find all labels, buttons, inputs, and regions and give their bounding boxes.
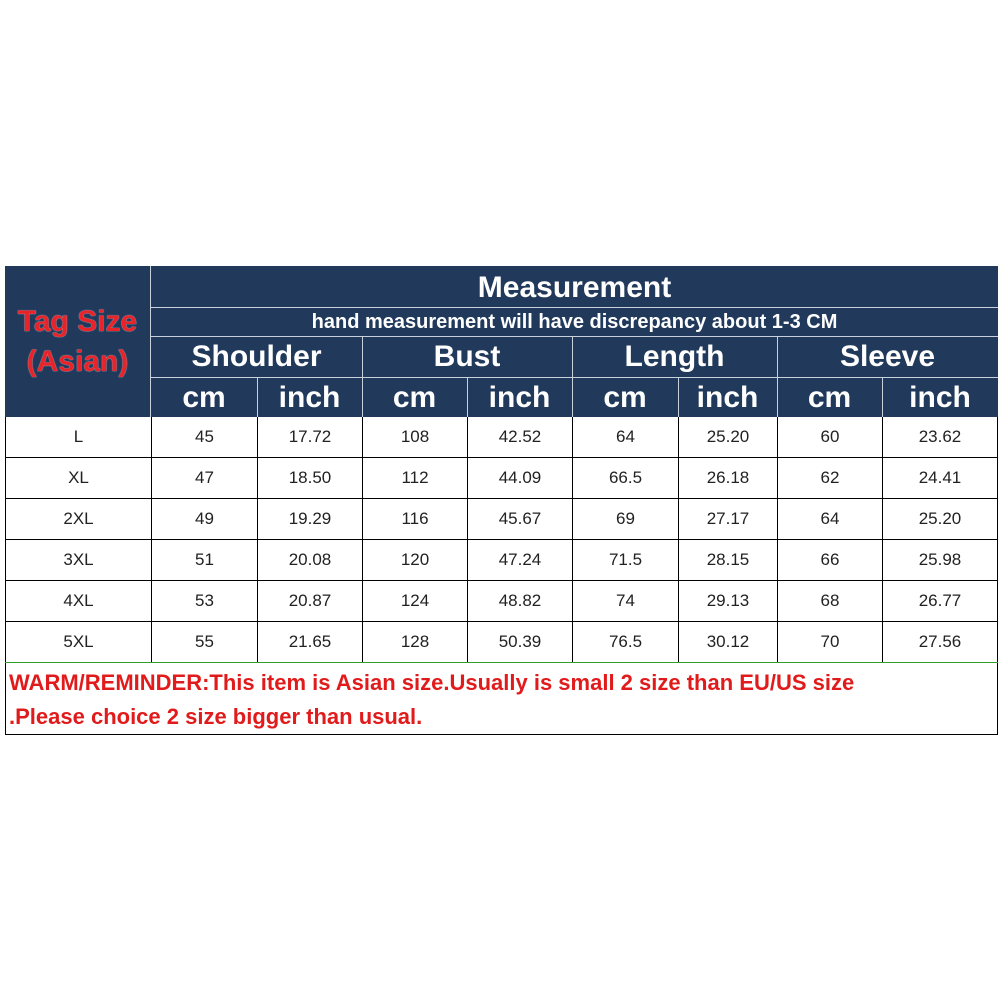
table-row-4xl bbox=[5, 581, 998, 622]
bust-inch-cell: 44.09 bbox=[467, 458, 572, 498]
bust-cm-cell: 108 bbox=[362, 417, 467, 457]
length-inch-cell: 27.17 bbox=[678, 499, 777, 539]
measurement-note: hand measurement will have discrepancy about 1-3 CM bbox=[311, 311, 838, 333]
shoulder-cm-cell: 49 bbox=[151, 499, 257, 539]
shoulder-cm-cell: 47 bbox=[151, 458, 257, 498]
shoulder-inch-cell: 20.08 bbox=[257, 540, 362, 580]
length-inch-cell: 29.13 bbox=[678, 581, 777, 621]
sleeve-cm-cell: 70 bbox=[777, 622, 882, 662]
group-sleeve: Sleeve bbox=[839, 340, 936, 373]
header-divider bbox=[467, 377, 468, 417]
sleeve-cm-cell: 66 bbox=[777, 540, 882, 580]
bust-cm-cell: 124 bbox=[362, 581, 467, 621]
tag-size-label: Tag Size (Asian) bbox=[17, 304, 138, 378]
header-divider bbox=[678, 377, 679, 417]
unit-sleeve-inch: inch bbox=[909, 381, 971, 414]
chart-header bbox=[5, 266, 998, 417]
bust-inch-cell: 50.39 bbox=[467, 622, 572, 662]
shoulder-cm-cell: 45 bbox=[151, 417, 257, 457]
reminder-line-1: WARM/REMINDER:This item is Asian size.Usually is small 2 size than EU/US size bbox=[9, 670, 855, 695]
sleeve-inch-cell: 26.77 bbox=[882, 581, 998, 621]
size-reminder bbox=[5, 663, 998, 735]
size-cell: 2XL bbox=[5, 499, 151, 539]
sleeve-cm-cell: 64 bbox=[777, 499, 882, 539]
shoulder-cm-cell: 51 bbox=[151, 540, 257, 580]
header-divider bbox=[882, 377, 883, 417]
bust-inch-cell: 45.67 bbox=[467, 499, 572, 539]
unit-length-cm: cm bbox=[603, 381, 647, 414]
unit-shoulder-cm: cm bbox=[182, 381, 226, 414]
shoulder-cm-cell: 55 bbox=[151, 622, 257, 662]
shoulder-inch-cell: 20.87 bbox=[257, 581, 362, 621]
measurement-title: Measurement bbox=[477, 271, 672, 304]
table-row-xl bbox=[5, 458, 998, 499]
header-divider bbox=[257, 377, 258, 417]
table-row-2xl bbox=[5, 499, 998, 540]
sleeve-inch-cell: 23.62 bbox=[882, 417, 998, 457]
shoulder-inch-cell: 18.50 bbox=[257, 458, 362, 498]
shoulder-inch-cell: 19.29 bbox=[257, 499, 362, 539]
length-cm-cell: 69 bbox=[572, 499, 678, 539]
size-cell: L bbox=[5, 417, 151, 457]
sleeve-inch-cell: 25.20 bbox=[882, 499, 998, 539]
shoulder-inch-cell: 17.72 bbox=[257, 417, 362, 457]
length-cm-cell: 64 bbox=[572, 417, 678, 457]
unit-bust-inch: inch bbox=[488, 381, 551, 414]
group-length: Length bbox=[624, 340, 725, 373]
sleeve-cm-cell: 68 bbox=[777, 581, 882, 621]
reminder-line-2: .Please choice 2 size bigger than usual. bbox=[9, 704, 423, 729]
unit-sleeve-cm: cm bbox=[807, 381, 852, 414]
sleeve-cm-cell: 60 bbox=[777, 417, 882, 457]
bust-inch-cell: 42.52 bbox=[467, 417, 572, 457]
bust-inch-cell: 47.24 bbox=[467, 540, 572, 580]
group-bust: Bust bbox=[433, 340, 501, 373]
size-chart bbox=[5, 266, 998, 735]
length-cm-cell: 66.5 bbox=[572, 458, 678, 498]
length-cm-cell: 76.5 bbox=[572, 622, 678, 662]
bust-inch-cell: 48.82 bbox=[467, 581, 572, 621]
length-inch-cell: 25.20 bbox=[678, 417, 777, 457]
size-cell: 5XL bbox=[5, 622, 151, 662]
table-row-5xl bbox=[5, 622, 998, 663]
sleeve-cm-cell: 62 bbox=[777, 458, 882, 498]
unit-length-inch: inch bbox=[696, 381, 759, 414]
sleeve-inch-cell: 27.56 bbox=[882, 622, 998, 662]
group-shoulder: Shoulder bbox=[191, 340, 322, 373]
unit-bust-cm: cm bbox=[392, 381, 437, 414]
size-cell: 4XL bbox=[5, 581, 151, 621]
size-cell: 3XL bbox=[5, 540, 151, 580]
size-table-body bbox=[5, 417, 998, 663]
unit-shoulder-inch: inch bbox=[278, 381, 341, 414]
sleeve-inch-cell: 24.41 bbox=[882, 458, 998, 498]
tag-size-cell bbox=[5, 266, 151, 417]
shoulder-cm-cell: 53 bbox=[151, 581, 257, 621]
bust-cm-cell: 120 bbox=[362, 540, 467, 580]
bust-cm-cell: 112 bbox=[362, 458, 467, 498]
shoulder-inch-cell: 21.65 bbox=[257, 622, 362, 662]
size-cell: XL bbox=[5, 458, 151, 498]
table-row-l bbox=[5, 417, 998, 458]
length-inch-cell: 30.12 bbox=[678, 622, 777, 662]
length-inch-cell: 28.15 bbox=[678, 540, 777, 580]
bust-cm-cell: 128 bbox=[362, 622, 467, 662]
bust-cm-cell: 116 bbox=[362, 499, 467, 539]
table-row-3xl bbox=[5, 540, 998, 581]
length-cm-cell: 71.5 bbox=[572, 540, 678, 580]
sleeve-inch-cell: 25.98 bbox=[882, 540, 998, 580]
length-cm-cell: 74 bbox=[572, 581, 678, 621]
length-inch-cell: 26.18 bbox=[678, 458, 777, 498]
